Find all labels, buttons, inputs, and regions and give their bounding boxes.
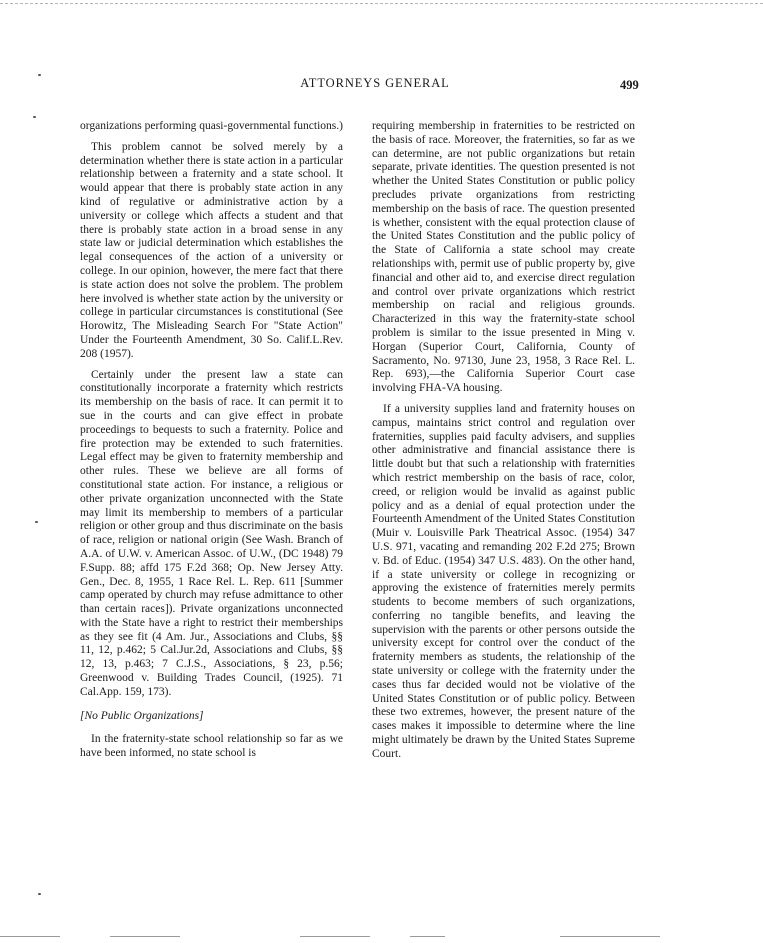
paragraph: This problem cannot be solved merely by a determination whether there is state action in a particular relationship between a fraternity and a state school. It would appear that there is probably state action in any kind of regulative or administrative action by a university or college which affects a student and that there is probably state action in a broad sense in any state law or judicial determination which establishes the legal consequences of the action of a university or college. In our opinion, however, the mere fact that there is state action does not solve the problem. The problem here involved is whether state action by the university or college in particular circumstances is constitutional (See Horowitz, The Misleading Search For "State Action" Under the Fourteenth Amendment, 30 So. Calif.L.Rev. 208 (1957). xyxy=(80,140,343,360)
paragraph: requiring membership in fraternities to be restricted on the basis of race. Moreover, the fraternities, so far as we can determine, are not public organizations but retain separate, private identities. The question presented is not whether the United States Constitution or public policy precludes private organizations from restricting membership on the basis of race. The question presented is whether, consistent with the equal protection clause of the United States Constitution and the public policy of the State of California a state school may create relationships with, permit use of public property by, give financial and other aid to, and exercise direct regulation and control over private organizations which restrict membership on racial and religious grounds. Characterized in this way the fraternity-state school problem is similar to the issue presented in Ming v. Horgan (Superior Court, California, County of Sacramento, No. 97130, June 23, 1958, 3 Race Rel. L. Rep. 693),—the California Superior Court case involving FHA-VA housing. xyxy=(372,120,635,395)
running-head: ATTORNEYS GENERAL xyxy=(300,76,450,90)
paragraph: Certainly under the present law a state can constitutionally incorporate a fraternity which restricts its membership on the basis of race. It can permit it to sue in the courts and can give effect in probate proceedings to bequests to such a fraternity. Police and fire protection may be extended to such fraternities. Legal effect may be given to fraternity membership and other rules. These we believe are all forms of constitutional state action. For instance, a religious or other private organization unconnected with the State may limit its membership to members of a particular religion or other group and thus discriminate on the basis of race, religion or national origin (See Wash. Branch of A.A. of U.W. v. American Assoc. of U.W., (DC 1948) 79 F.Supp. 88; affd 175 F.2d 368; Op. New Jersey Atty. Gen., Dec. 8, 1955, 1 Race Rel. L. Rep. 611 [Summer camp operated by church may refuse admittance to other than certain races]). Private organizations unconnected with the State have a right to restrict their memberships as they see fit (4 Am. Jur., Associations and Clubs, §§ 11, 12, p.462; 5 Cal.Jur.2d, Associations and Clubs, §§ 12, 13, p.463; 7 C.J.S., Associations, § 23, p.56; Greenwood v. Building Trades Council, (1925). 71 Cal.App. 159, 173). xyxy=(80,368,343,698)
top-edge-rule xyxy=(0,3,763,4)
paragraph: In the fraternity-state school relationship so far as we have been informed, no state school is xyxy=(80,733,343,760)
paragraph: If a university supplies land and fraternity houses on campus, maintains strict control and regulation over fraternities, supplies paid faculty advisers, and supplies other administrative and financial assistance there is little doubt but that such a relationship with fraternities which restrict membership on the basis of race, color, creed, or religion would be invalid as against public policy and as a denial of equal protection under the Fourteenth Amendment of the United States Constitution (Muir v. Louisville Park Theatrical Assoc. (1954) 347 U.S. 971, vacating and remanding 202 F.2d 275; Brown v. Bd. of Educ. (1954) 347 U.S. 483). On the other hand, if a state university or college in recognizing or approving the existence of fraternities merely permits students to become members of such organizations, conferring no tangible benefits, and leaving the supervision with the parents or other persons outside the university except for control over the conduct of the fraternity members as students, the relationship of the state university or college with the fraternity under the cases thus far decided would not be violative of the United States Constitution or of public policy. Between these two extremes, however, the present nature of the cases makes it impossible to determine where the line might ultimately be drawn by the United States Supreme Court. xyxy=(372,402,635,760)
scan-speck xyxy=(38,893,41,895)
scan-speck xyxy=(35,521,38,523)
paragraph: organizations performing quasi-governmental functions.) xyxy=(80,120,343,132)
scan-speck xyxy=(38,74,41,76)
section-subheading: [No Public Organizations] xyxy=(80,709,204,722)
page-header xyxy=(0,74,763,94)
page-number: 499 xyxy=(620,78,639,92)
scan-speck xyxy=(33,116,36,118)
right-column xyxy=(372,120,635,769)
bottom-edge-rules xyxy=(0,936,763,940)
left-column xyxy=(80,120,343,768)
